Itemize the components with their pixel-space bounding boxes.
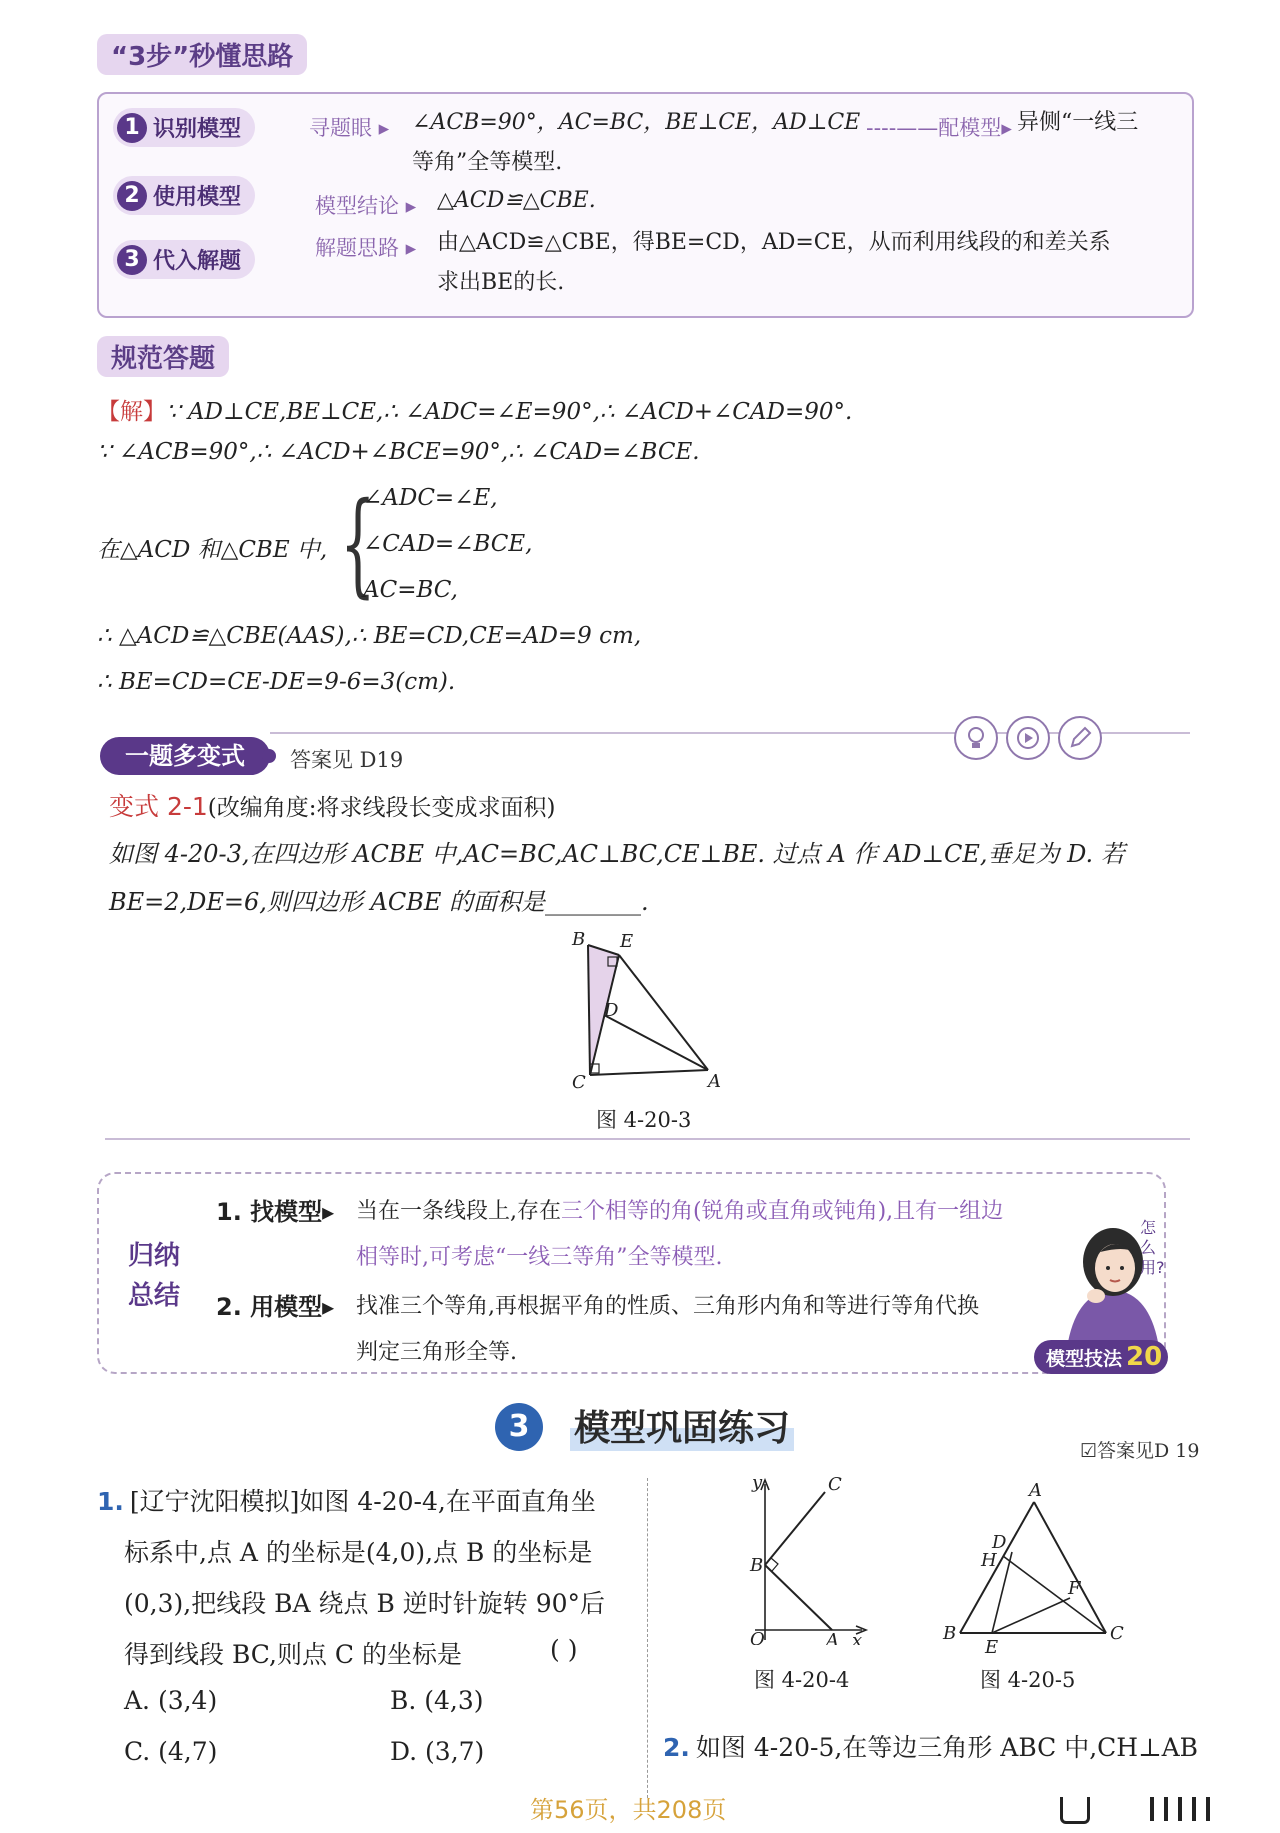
variant-answer-ref: 答案见 D19 — [290, 748, 404, 772]
summary-label-1: 归纳 — [128, 1241, 181, 1271]
figure-4-20-3-caption: 图 4-20-3 — [596, 1108, 692, 1132]
page-indicator: 第56页，共208页 — [530, 1796, 727, 1824]
step-3-number: 3 — [117, 245, 147, 275]
figure-4-20-4 — [740, 1470, 870, 1645]
summary-item-1-text-2: 相等时,可考虑“一线三等角”全等模型. — [356, 1245, 723, 1270]
label-A: A — [708, 1071, 721, 1090]
label-B: B — [943, 1623, 957, 1644]
step-3-text-2: 求出BE的长. — [437, 270, 565, 295]
variant-section-title: 一题多变式 — [100, 737, 270, 775]
step-2-label — [113, 176, 255, 215]
footer-bar-icon — [1060, 1797, 1090, 1824]
right-angle-mark-b — [771, 1558, 778, 1571]
summary-item-1-title: 1. 找模型▸ — [216, 1198, 335, 1226]
step-1-text-2: 等角”全等模型. — [412, 150, 563, 175]
question-1-line-4: 得到线段 BC,则点 C 的坐标是 — [124, 1640, 462, 1669]
question-2-line-1: 2. 如图 4-20-5,在等边三角形 ABC 中,CH⊥AB — [663, 1733, 1199, 1762]
option-a[interactable]: A. (3,4) — [124, 1686, 218, 1715]
question-1-answer-paren: ( ) — [550, 1635, 578, 1664]
label-A: A — [826, 1630, 839, 1645]
summary-item-2-text-2: 判定三角形全等. — [356, 1340, 517, 1365]
label-D: D — [992, 1532, 1007, 1553]
steps-section-title: “3步”秒懂思路 — [97, 34, 307, 75]
question-2-number: 2. — [663, 1733, 690, 1762]
lightbulb-icon — [954, 716, 998, 760]
label-E: E — [985, 1637, 999, 1658]
figure-4-20-5 — [940, 1478, 1130, 1658]
figure-4-20-5-caption: 图 4-20-5 — [980, 1668, 1076, 1692]
solution-line-4: ∴ △ACD≌△CBE(AAS),∴ BE=CD,CE=AD=9 cm, — [97, 623, 642, 649]
step-1-title: 识别模型 — [153, 117, 242, 142]
label-y: y — [752, 1472, 763, 1493]
segment-bc — [765, 1492, 825, 1565]
solution-brace: { — [340, 479, 376, 609]
label-C: C — [1110, 1623, 1124, 1644]
step-3-title: 代入解题 — [153, 249, 242, 274]
segment-ac — [1034, 1502, 1106, 1633]
question-1-line-3: (0,3),把线段 BA 绕点 B 逆时针旋转 90°后 — [124, 1589, 606, 1618]
solution-label: 【解】 — [97, 399, 166, 425]
step-3-text: 由△ACD≌△CBE，得BE=CD，AD=CE，从而利用线段的和差关系 — [437, 230, 1111, 255]
step-1-text-b: 异侧“一线三 — [1017, 110, 1139, 135]
question-1-line-2: 标系中,点 A 的坐标是(4,0),点 B 的坐标是 — [124, 1538, 593, 1567]
play-video-icon — [1006, 716, 1050, 760]
segment-ba — [765, 1565, 832, 1630]
step-1-text: ∠ACB=90°，AC=BC，BE⊥CE，AD⊥CE — [412, 110, 861, 135]
summary-label — [128, 1236, 180, 1316]
question-1-line-1: 1. [辽宁沈阳模拟]如图 4-20-4,在平面直角坐 — [97, 1487, 596, 1516]
label-x: x — [852, 1630, 863, 1645]
summary-item-2-text: 找准三个等角,再根据平角的性质、三角形内角和等进行等角代换 — [356, 1294, 979, 1319]
option-d[interactable]: D. (3,7) — [390, 1737, 485, 1766]
step-3-label — [113, 240, 255, 279]
segment-ef — [992, 1598, 1070, 1633]
variant-bottom-border — [105, 1138, 1190, 1140]
step-2-number: 2 — [117, 181, 147, 211]
label-B: B — [750, 1555, 764, 1576]
solution-line-5: ∴ BE=CD=CE-DE=9-6=3(cm). — [97, 669, 456, 695]
solution-line-2: ∵ ∠ACB=90°,∴ ∠ACD+∠BCE=90°,∴ ∠CAD=∠BCE. — [97, 439, 700, 465]
step-3-key: 解题思路 ▸ — [315, 236, 417, 260]
step-1-label — [113, 108, 255, 147]
answer-section-title: 规范答题 — [97, 336, 229, 377]
variant-question-line-1: 如图 4-20-3,在四边形 ACBE 中,AC=BC,AC⊥BC,CE⊥BE. 过点 A 作 AD⊥CE,垂足为 D. 若 — [109, 840, 1125, 868]
option-c[interactable]: C. (4,7) — [124, 1737, 218, 1766]
label-E: E — [620, 931, 634, 952]
variant-title: 变式 2-1 — [109, 792, 208, 821]
badge-label: 模型技法 — [1046, 1347, 1123, 1370]
section-3-number: 3 — [495, 1403, 543, 1451]
step-2-text: △ACD≌△CBE. — [437, 188, 596, 213]
segment-ea — [619, 955, 708, 1070]
steps-box — [97, 92, 1194, 318]
step-1-key: 寻题眼 ▸ — [309, 116, 390, 140]
label-H: H — [981, 1550, 997, 1571]
step-2-title: 使用模型 — [153, 185, 242, 210]
badge-number: 20 — [1126, 1342, 1163, 1372]
summary-item-1-text: 当在一条线段上,存在三个相等的角(锐角或直角或钝角),且有一组边 — [356, 1199, 1004, 1224]
section-3-title: 模型巩固练习 — [570, 1400, 794, 1451]
solution-brace-line-1: ∠ADC=∠E, — [363, 485, 498, 511]
figure-4-20-4-caption: 图 4-20-4 — [754, 1668, 850, 1692]
variant-question-line-2: BE=2,DE=6,则四边形 ACBE 的面积是________. — [109, 888, 649, 916]
summary-item-2-title: 2. 用模型▸ — [216, 1293, 335, 1321]
variant-dot — [262, 749, 276, 763]
variant-title-note: (改编角度:将求线段长变成求面积) — [207, 795, 556, 821]
step-1-model-link: ----——配模型▸ — [866, 116, 1012, 140]
label-O: O — [750, 1629, 765, 1645]
column-divider — [647, 1478, 649, 1798]
label-F: F — [1068, 1578, 1081, 1599]
variant-title-line — [109, 787, 555, 823]
option-b[interactable]: B. (4,3) — [390, 1686, 484, 1715]
solution-line-1: 【解】∵ AD⊥CE,BE⊥CE,∴ ∠ADC=∠E=90°,∴ ∠ACD+∠CAD=90°. — [97, 399, 853, 425]
question-1-number: 1. — [97, 1487, 124, 1516]
step-1-number: 1 — [117, 113, 147, 143]
segment-ca — [590, 1070, 708, 1075]
solution-line-3: 在△ACD 和△CBE 中, — [97, 537, 328, 563]
section-3-answer-ref: ☑答案见D 19 — [1080, 1440, 1200, 1462]
figure-4-20-3 — [560, 930, 740, 1090]
solution-brace-line-3: AC=BC, — [363, 577, 458, 603]
summary-side-note: 怎么用? — [1140, 1218, 1165, 1277]
label-B: B — [572, 930, 586, 950]
summary-label-2: 总结 — [128, 1281, 181, 1311]
model-technique-badge — [1034, 1340, 1168, 1374]
segment-ad — [604, 1015, 708, 1070]
step-2-key: 模型结论 ▸ — [315, 194, 417, 218]
label-D: D — [604, 1000, 619, 1021]
label-A: A — [1029, 1480, 1042, 1501]
variant-separator — [270, 732, 1190, 734]
footer-lines-icon — [1150, 1797, 1210, 1821]
pencil-icon — [1058, 716, 1102, 760]
solution-brace-line-2: ∠CAD=∠BCE, — [363, 531, 533, 557]
label-C: C — [572, 1072, 586, 1090]
label-C: C — [828, 1474, 842, 1495]
